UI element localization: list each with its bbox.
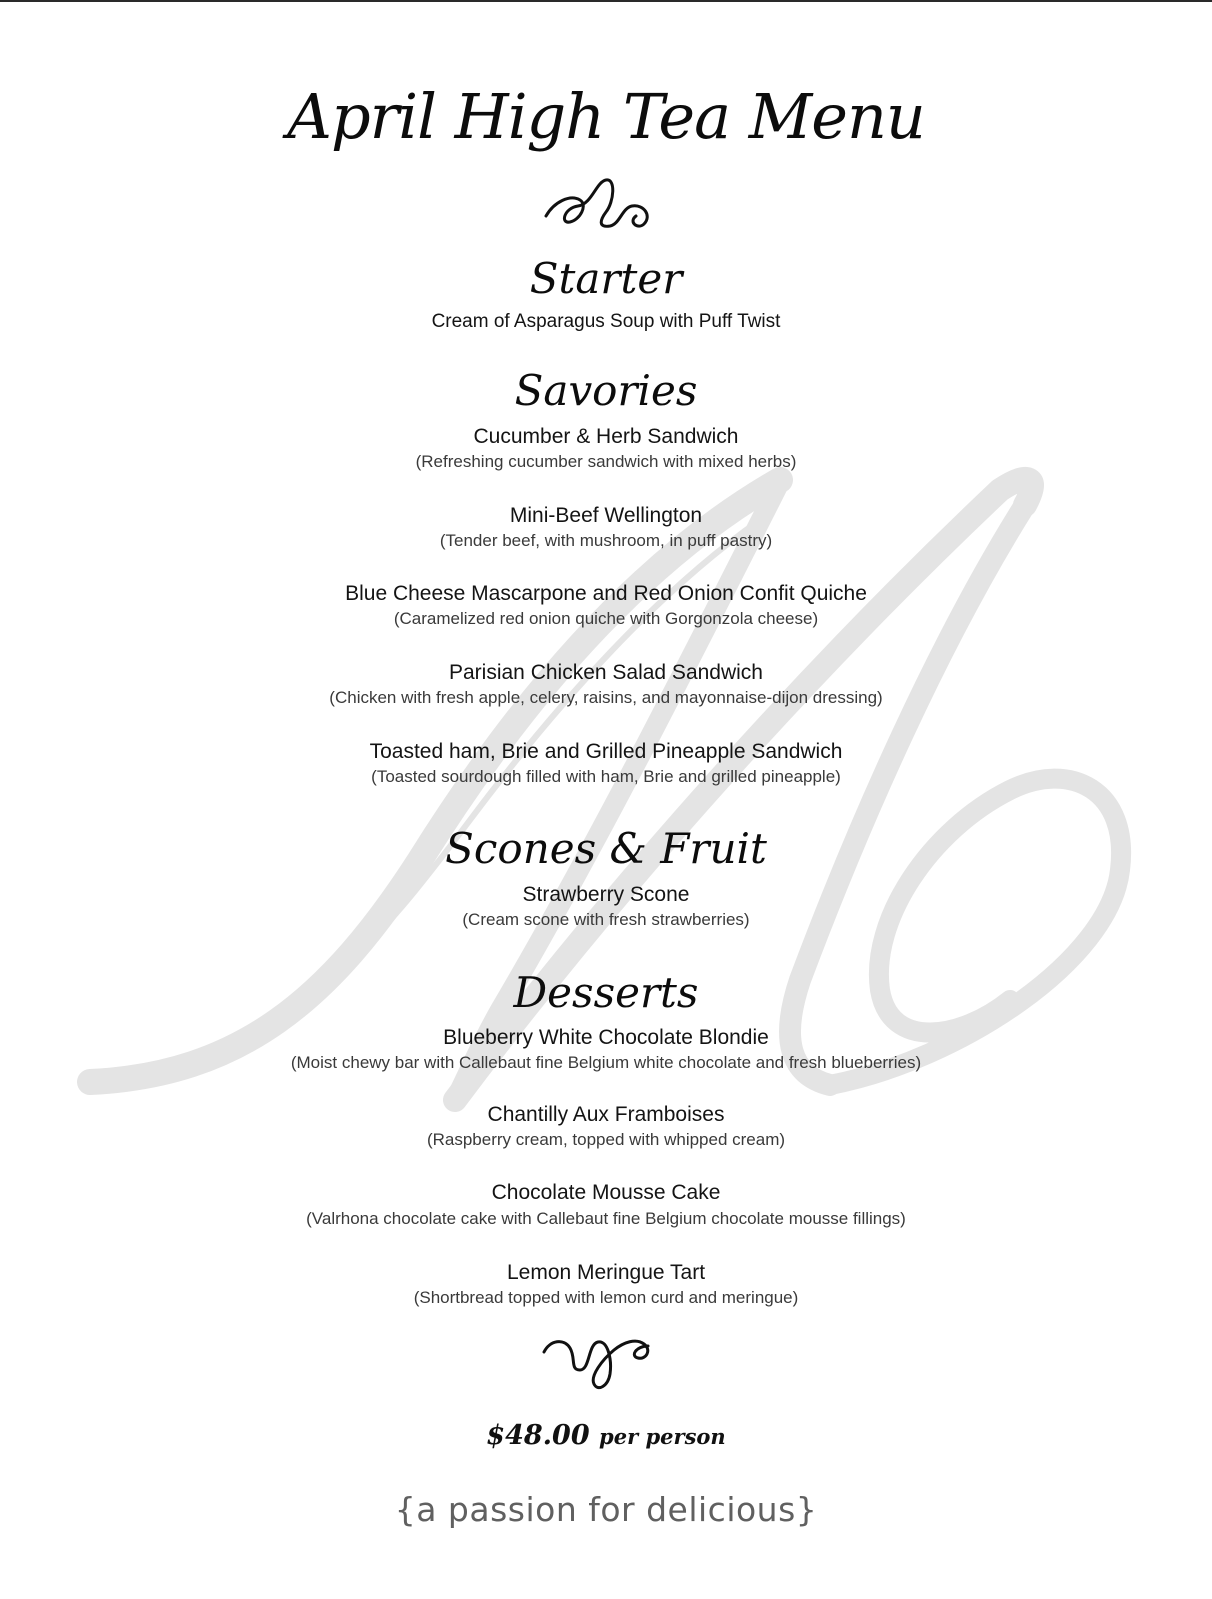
menu-item-name: Lemon Meringue Tart xyxy=(506,1261,706,1284)
section-heading-savories: Savories xyxy=(514,366,698,415)
menu-item-description: (Refreshing cucumber sandwich with mixed herbs) xyxy=(415,452,797,471)
menu-item-name: Cucumber & Herb Sandwich xyxy=(473,425,739,448)
section-heading-starter: Starter xyxy=(529,254,683,303)
price-amount: $48.00 xyxy=(486,1420,590,1451)
menu-item-name: Mini-Beef Wellington xyxy=(509,504,703,527)
section-heading-scones-fruit: Scones & Fruit xyxy=(445,824,767,873)
menu-item-description: (Raspberry cream, topped with whipped cream) xyxy=(426,1130,786,1149)
price-unit: per person xyxy=(599,1424,726,1449)
scroll-flourish-icon xyxy=(540,172,660,234)
menu-item-description: (Toasted sourdough filled with ham, Brie and grilled pineapple) xyxy=(371,767,841,786)
tagline: {a passion for delicious} xyxy=(394,1490,818,1529)
menu-item-description: (Caramelized red onion quiche with Gorgonzola cheese) xyxy=(393,609,819,628)
menu-item-description: (Moist chewy bar with Callebaut fine Belgium white chocolate and fresh blueberries) xyxy=(290,1053,922,1072)
menu-item-name: Chantilly Aux Framboises xyxy=(487,1103,725,1126)
menu-item-description: (Chicken with fresh apple, celery, raisins, and mayonnaise-dijon dressing) xyxy=(329,688,883,707)
menu-title: April High Tea Menu xyxy=(287,80,925,153)
price-per-person xyxy=(0,1422,1212,1449)
swirl-flourish-icon xyxy=(540,1330,656,1396)
menu-item-name: Blue Cheese Mascarpone and Red Onion Confit Quiche xyxy=(345,582,867,605)
menu-item-name: Toasted ham, Brie and Grilled Pineapple Sandwich xyxy=(369,740,843,763)
menu-item-name: Strawberry Scone xyxy=(522,883,690,906)
menu-item-name: Blueberry White Chocolate Blondie xyxy=(443,1026,769,1049)
menu-item-description: (Tender beef, with mushroom, in puff pastry) xyxy=(439,531,773,550)
menu-item-description: (Cream scone with fresh strawberries) xyxy=(462,910,750,929)
menu-item-description: (Shortbread topped with lemon curd and meringue) xyxy=(413,1288,799,1307)
menu-item-description: (Valrhona chocolate cake with Callebaut fine Belgium chocolate mousse fillings) xyxy=(306,1209,906,1228)
section-heading-desserts: Desserts xyxy=(513,968,699,1017)
menu-item-name: Chocolate Mousse Cake xyxy=(491,1181,721,1204)
menu-item-name: Parisian Chicken Salad Sandwich xyxy=(448,661,763,684)
menu-item-name: Cream of Asparagus Soup with Puff Twist xyxy=(431,311,781,332)
